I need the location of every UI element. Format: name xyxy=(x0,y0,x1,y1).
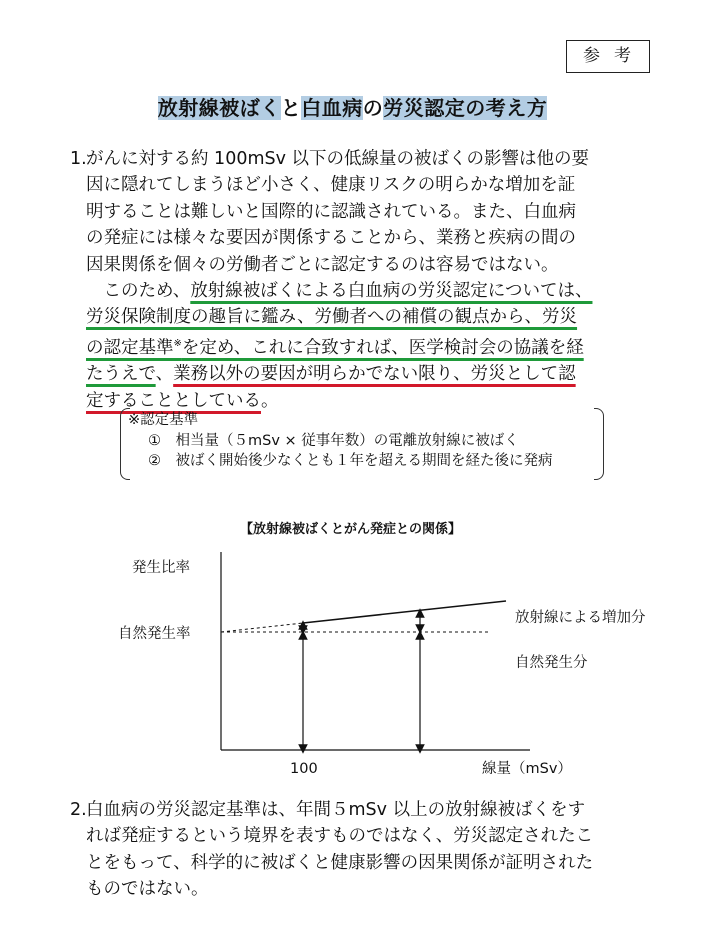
section2-line-1: 白血病の労災認定基準は、年間５mSv 以上の放射線被ばくをす xyxy=(86,800,586,820)
criteria-item-1: ① 相当量（５mSv × 従事年数）の電離放射線に被ばく xyxy=(148,432,519,449)
plain-text: 。 xyxy=(261,390,279,411)
increase-line-dashed xyxy=(221,623,303,632)
plain-text: このため、 xyxy=(86,281,191,302)
section1-line-7 xyxy=(86,304,646,330)
section1-line-9 xyxy=(86,361,646,387)
red-underline-text: 業務以外の要因が明らかでない限り、労災として認 xyxy=(173,364,576,385)
section2-number: 2. xyxy=(70,800,87,820)
increase-label: 放射線による増加分 xyxy=(515,610,646,626)
red-underline-text: 定することとしている xyxy=(86,390,261,411)
title-highlight-exposure: 放射線被ばく xyxy=(157,96,281,120)
natural-rate-label: 自然発生率 xyxy=(118,626,191,642)
chart-title: 【放射線被ばくとがん発症との関係】 xyxy=(240,522,462,537)
criteria-note-box xyxy=(120,408,604,480)
x-tick-100: 100 xyxy=(290,761,318,777)
section1-line-2: 因に隠れてしまうほど小さく、健康リスクの明らかな増加を証 xyxy=(86,175,576,196)
criteria-heading: ※認定基準 xyxy=(128,412,199,428)
plain-text: 、 xyxy=(155,364,174,385)
title-highlight-leukemia: 白血病 xyxy=(301,96,363,120)
title-connector-1: と xyxy=(280,96,302,120)
section2-paragraph xyxy=(86,797,646,903)
section1-line-3: 明することは難しいと国際的に認識されている。また、白血病 xyxy=(86,201,576,222)
criteria-term: の認定基準 xyxy=(86,337,174,358)
criteria-item-2: ② 被ばく開始後少なくとも１年を超える期間を経た後に発病 xyxy=(148,453,553,469)
section1-paragraph xyxy=(86,146,646,414)
increase-line-solid xyxy=(303,601,506,623)
bracket-right xyxy=(594,408,604,480)
criteria-note-text xyxy=(128,410,553,472)
footnote-mark: ※ xyxy=(173,337,182,349)
criteria-rest: を定め、これに合致すれば、医学検討会の協議を経 xyxy=(181,337,584,358)
x-axis-label: 線量（mSv） xyxy=(482,761,572,777)
section1-line-4: の発症には様々な要因が関係することから、業務と疾病の間の xyxy=(86,228,576,249)
green-underline-text: 放射線被ばくによる白血病の労災認定については、 xyxy=(190,281,593,302)
green-underline-text xyxy=(86,338,584,358)
exposure-chart xyxy=(0,540,705,790)
title-tail: の考え方 xyxy=(465,96,548,120)
title-connector-2: の xyxy=(362,96,384,120)
title-highlight-recognition: 労災認定 xyxy=(383,96,466,120)
green-underline-text: たうえで xyxy=(86,364,156,385)
section1-line-1: がんに対する約 100mSv 以下の低線量の被ばくの影響は他の要 xyxy=(86,149,590,169)
section1-line-6 xyxy=(86,278,646,304)
green-underline-text: 労災保険制度の趣旨に鑑み、労働者への補償の観点から、労災 xyxy=(86,307,578,328)
section2-line-3: とをもって、科学的に被ばくと健康影響の因果関係が証明された xyxy=(86,852,594,873)
section1-line-8 xyxy=(86,331,646,361)
y-axis-label: 発生比率 xyxy=(132,560,190,576)
reference-label-box xyxy=(566,40,650,73)
page-title xyxy=(0,92,705,121)
section1-number: 1. xyxy=(70,149,87,169)
section2-line-4: ものではない。 xyxy=(86,879,209,900)
section2-line-2: れば発症するという境界を表すものではなく、労災認定されたこ xyxy=(86,826,594,847)
natural-portion-label: 自然発生分 xyxy=(515,655,588,671)
section1-line-5: 因果関係を個々の労働者ごとに認定するのは容易ではない。 xyxy=(86,254,559,275)
reference-label: 参考 xyxy=(583,46,645,66)
